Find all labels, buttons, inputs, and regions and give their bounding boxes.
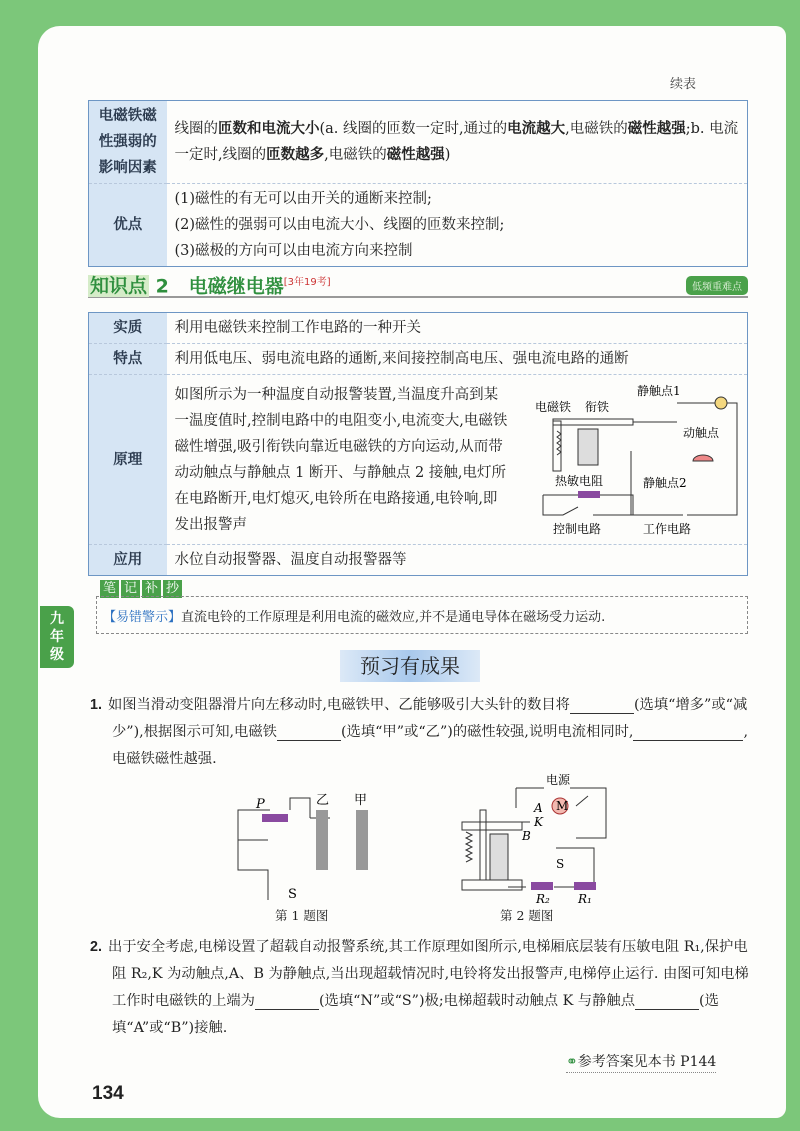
table-row: [89, 101, 748, 184]
svg-text:热敏电阻: 热敏电阻: [555, 474, 604, 488]
question-1: 1. 如图当滑动变阻器滑片向左移动时,电磁铁甲、乙能够吸引大头针的数目将 (选填“增多”或“减少”),根据图示可知,电磁铁 (选填“甲”或“乙”)的磁性较强,说明电流相同时, ,电磁铁磁性越强.: [90, 697, 749, 767]
svg-text:R₁: R₁: [578, 892, 592, 904]
notes-tag: 笔 记 补 抄: [100, 580, 182, 598]
svg-text:电源: 电源: [546, 773, 571, 787]
figure-1-circuit: [230, 780, 390, 900]
relay-diagram: [533, 381, 743, 539]
difficulty-badge: 低频重难点: [686, 276, 748, 295]
svg-text:S: S: [556, 857, 565, 871]
figure-2-caption: 第 2 题图: [500, 908, 554, 923]
svg-text:衔铁: 衔铁: [585, 400, 610, 414]
svg-text:乙: 乙: [316, 793, 330, 808]
answer-blank[interactable]: [570, 696, 634, 714]
svg-text:P: P: [256, 797, 265, 812]
row-value: (1)磁性的有无可以由开关的通断来控制; (2)磁性的强弱可以由电流大小、线圈的匝数来控制; (3)磁极的方向可以由电流方向来控制: [167, 184, 748, 267]
svg-text:工作电路: 工作电路: [643, 522, 692, 536]
svg-text:A: A: [534, 801, 543, 815]
svg-text:静触点2: 静触点2: [643, 476, 687, 490]
notes-box: 【易错警示】直流电铃的工作原理是利用电流的磁效应,并不是通电导体在磁场受力运动.: [96, 596, 748, 634]
continued-label: 续表: [670, 77, 697, 92]
row-label: 优点: [89, 184, 167, 267]
grade-tab: 九年级: [40, 606, 74, 668]
svg-text:静触点1: 静触点1: [637, 384, 681, 398]
electromagnet-table: [88, 100, 748, 267]
answer-blank[interactable]: [635, 992, 699, 1010]
svg-text:M: M: [556, 799, 569, 813]
svg-text:控制电路: 控制电路: [553, 522, 602, 536]
figure-1-caption: 第 1 题图: [275, 908, 329, 923]
row-value: 线圈的匝数和电流大小(a. 线圈的匝数一定时,通过的电流越大,电磁铁的磁性越强;b. 电流一定时,线圈的匝数越多,电磁铁的磁性越强): [167, 101, 748, 184]
table-row: 应用 水位自动报警器、温度自动报警器等: [89, 545, 748, 576]
table-row: 特点 利用低电压、弱电流电路的通断,来间接控制高电压、强电流电路的通断: [89, 344, 748, 375]
answer-blank[interactable]: [255, 992, 319, 1010]
link-icon: ⚭: [566, 1054, 578, 1070]
svg-text:B: B: [522, 829, 531, 843]
relay-table: [88, 312, 748, 576]
svg-text:K: K: [534, 815, 543, 829]
row-label: 电磁铁磁性强弱的影响因素: [89, 101, 167, 184]
answer-reference: ⚭参考答案见本书 P144: [566, 1052, 716, 1073]
figure-2-circuit: [456, 772, 616, 904]
svg-text:R₂: R₂: [536, 892, 550, 904]
table-row: [89, 184, 748, 267]
answer-blank[interactable]: [633, 723, 743, 741]
svg-text:电磁铁: 电磁铁: [535, 400, 572, 414]
table-row: 原理 如图所示为一种温度自动报警装置,当温度升高到某一温度值时,控制电路中的电阻变小,电流变大,电磁铁磁性增强,吸引衔铁向靠近电磁铁的方向运动,从而带动动触点与静触点 1 断开、与静触点 2 接触,电灯所在电路断开,电灯熄灭,电铃所在电路接通,电铃响,即发出报警声 电磁铁 衔铁 静触点1 动触点 静触点2 热敏电阻 控制电路 工作电路: [89, 375, 748, 545]
answer-blank[interactable]: [277, 723, 341, 741]
svg-text:动触点: 动触点: [683, 426, 720, 440]
page-number: 134: [92, 1083, 124, 1104]
section-banner: 预习有成果: [340, 650, 480, 682]
svg-text:S: S: [288, 887, 297, 900]
section-heading: 知识点 2 电磁继电器[3年19考] 低频重难点: [88, 270, 748, 298]
svg-text:甲: 甲: [354, 793, 368, 808]
question-2: 2. 出于安全考虑,电梯设置了超载自动报警系统,其工作原理如图所示,电梯厢底层装有压敏电阻 R₁,保护电阻 R₂,K 为动触点,A、B 为静触点,当出现超载情况时,电铃将发出报警声,电梯停止运行. 由图可知电梯工作时电磁铁的上端为 (选填“N”或“S”)极;电梯超载时动触点 K 与静触点 (选填“A”或“B”)接触.: [90, 939, 749, 1036]
table-row: 实质 利用电磁铁来控制工作电路的一种开关: [89, 313, 748, 344]
